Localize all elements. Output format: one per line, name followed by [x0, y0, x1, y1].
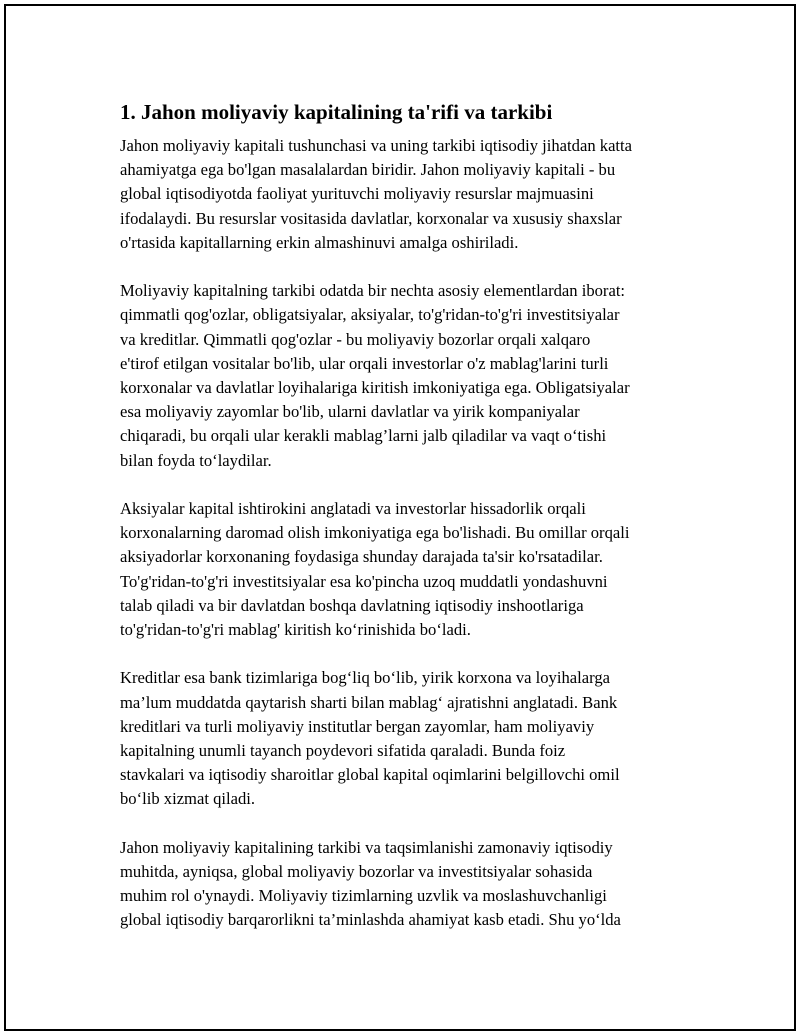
paragraph-1: Jahon moliyaviy kapitali tushunchasi va uning tarkibi iqtisodiy jihatdan katta ahamiyatga ega bo'lgan masalalardan biridir. Jahon moliyaviy kapitali - bu global iqtisodiyotda faoliyat yurituvchi moliyaviy resurslar majmuasini ifodalaydi. Bu resurslar vositasida davlatlar, korxonalar va xususiy shaxslar o'rtasida kapitallarning erkin almashinuvi amalga oshiriladi. [120, 136, 633, 252]
paragraph-4: Kreditlar esa bank tizimlariga bog‘liq bo‘lib, yirik korxona va loyihalarga ma’lum muddatda qaytarish sharti bilan mablag‘ ajratishni anglatadi. Bank kreditlari va turli moliyaviy institutlar bergan zayomlar, ham moliyaviy kapitalning unumli tayanch poydevori sifatida qaraladi. Bunda foiz stavkalari va iqtisodiy sharoitlar global kapital oqimlarini belgillovchi omil bo‘lib xizmat qiladi. [120, 668, 620, 809]
paragraph-3: Aksiyalar kapital ishtirokini anglatadi va investorlar hissadorlik orqali korxonalarning daromad olish imkoniyatiga ega bo'lishadi. Bu omillar orqali aksiyadorlar korxonaning foydasiga shunday darajada ta'sir ko'rsatadilar. To'g'ridan-to'g'ri investitsiyalar esa ko'pincha uzoq muddatli yondashuvni talab qiladi va bir davlatdan boshqa davlatning iqtisodiy inshootlariga to'g'ridan-to'g'ri mablag' kiritish ko‘rinishida bo‘ladi. [120, 499, 630, 640]
page-frame [4, 4, 796, 1031]
document-body [120, 98, 700, 957]
paragraph-2: Moliyaviy kapitalning tarkibi odatda bir nechta asosiy elementlardan iborat: qimmatli qog'ozlar, obligatsiyalar, aksiyalar, to'g'ridan-to'g'ri investitsiyalar va kreditlar. Qimmatli qog'ozlar - bu moliyaviy bozorlar orqali xalqaro e'tirof etilgan vositalar bo'lib, ular orqali investorlar o'z mablag'larini turli korxonalar va davlatlar loyihalariga kiritish imkoniyatiga ega. Obligatsiyalar esa moliyaviy zayomlar bo'lib, ularni davlatlar va yirik kompaniyalar chiqaradi, bu orqali ular kerakli mablag’larni jalb qiladilar va vaqt o‘tishi bilan foyda to‘laydilar. [120, 281, 630, 470]
paragraph-5: Jahon moliyaviy kapitalining tarkibi va taqsimlanishi zamonaviy iqtisodiy muhitda, ayniqsa, global moliyaviy bozorlar va investitsiyalar sohasida muhim rol o'ynaydi. Moliyaviy tizimlarning uzvlik va moslashuvchanligi global iqtisodiy barqarorlikni ta’minlashda ahamiyat kasb etadi. Shu yo‘lda [120, 837, 621, 930]
section-heading: 1. Jahon moliyaviy kapitalining ta'rifi va tarkibi [120, 100, 553, 124]
